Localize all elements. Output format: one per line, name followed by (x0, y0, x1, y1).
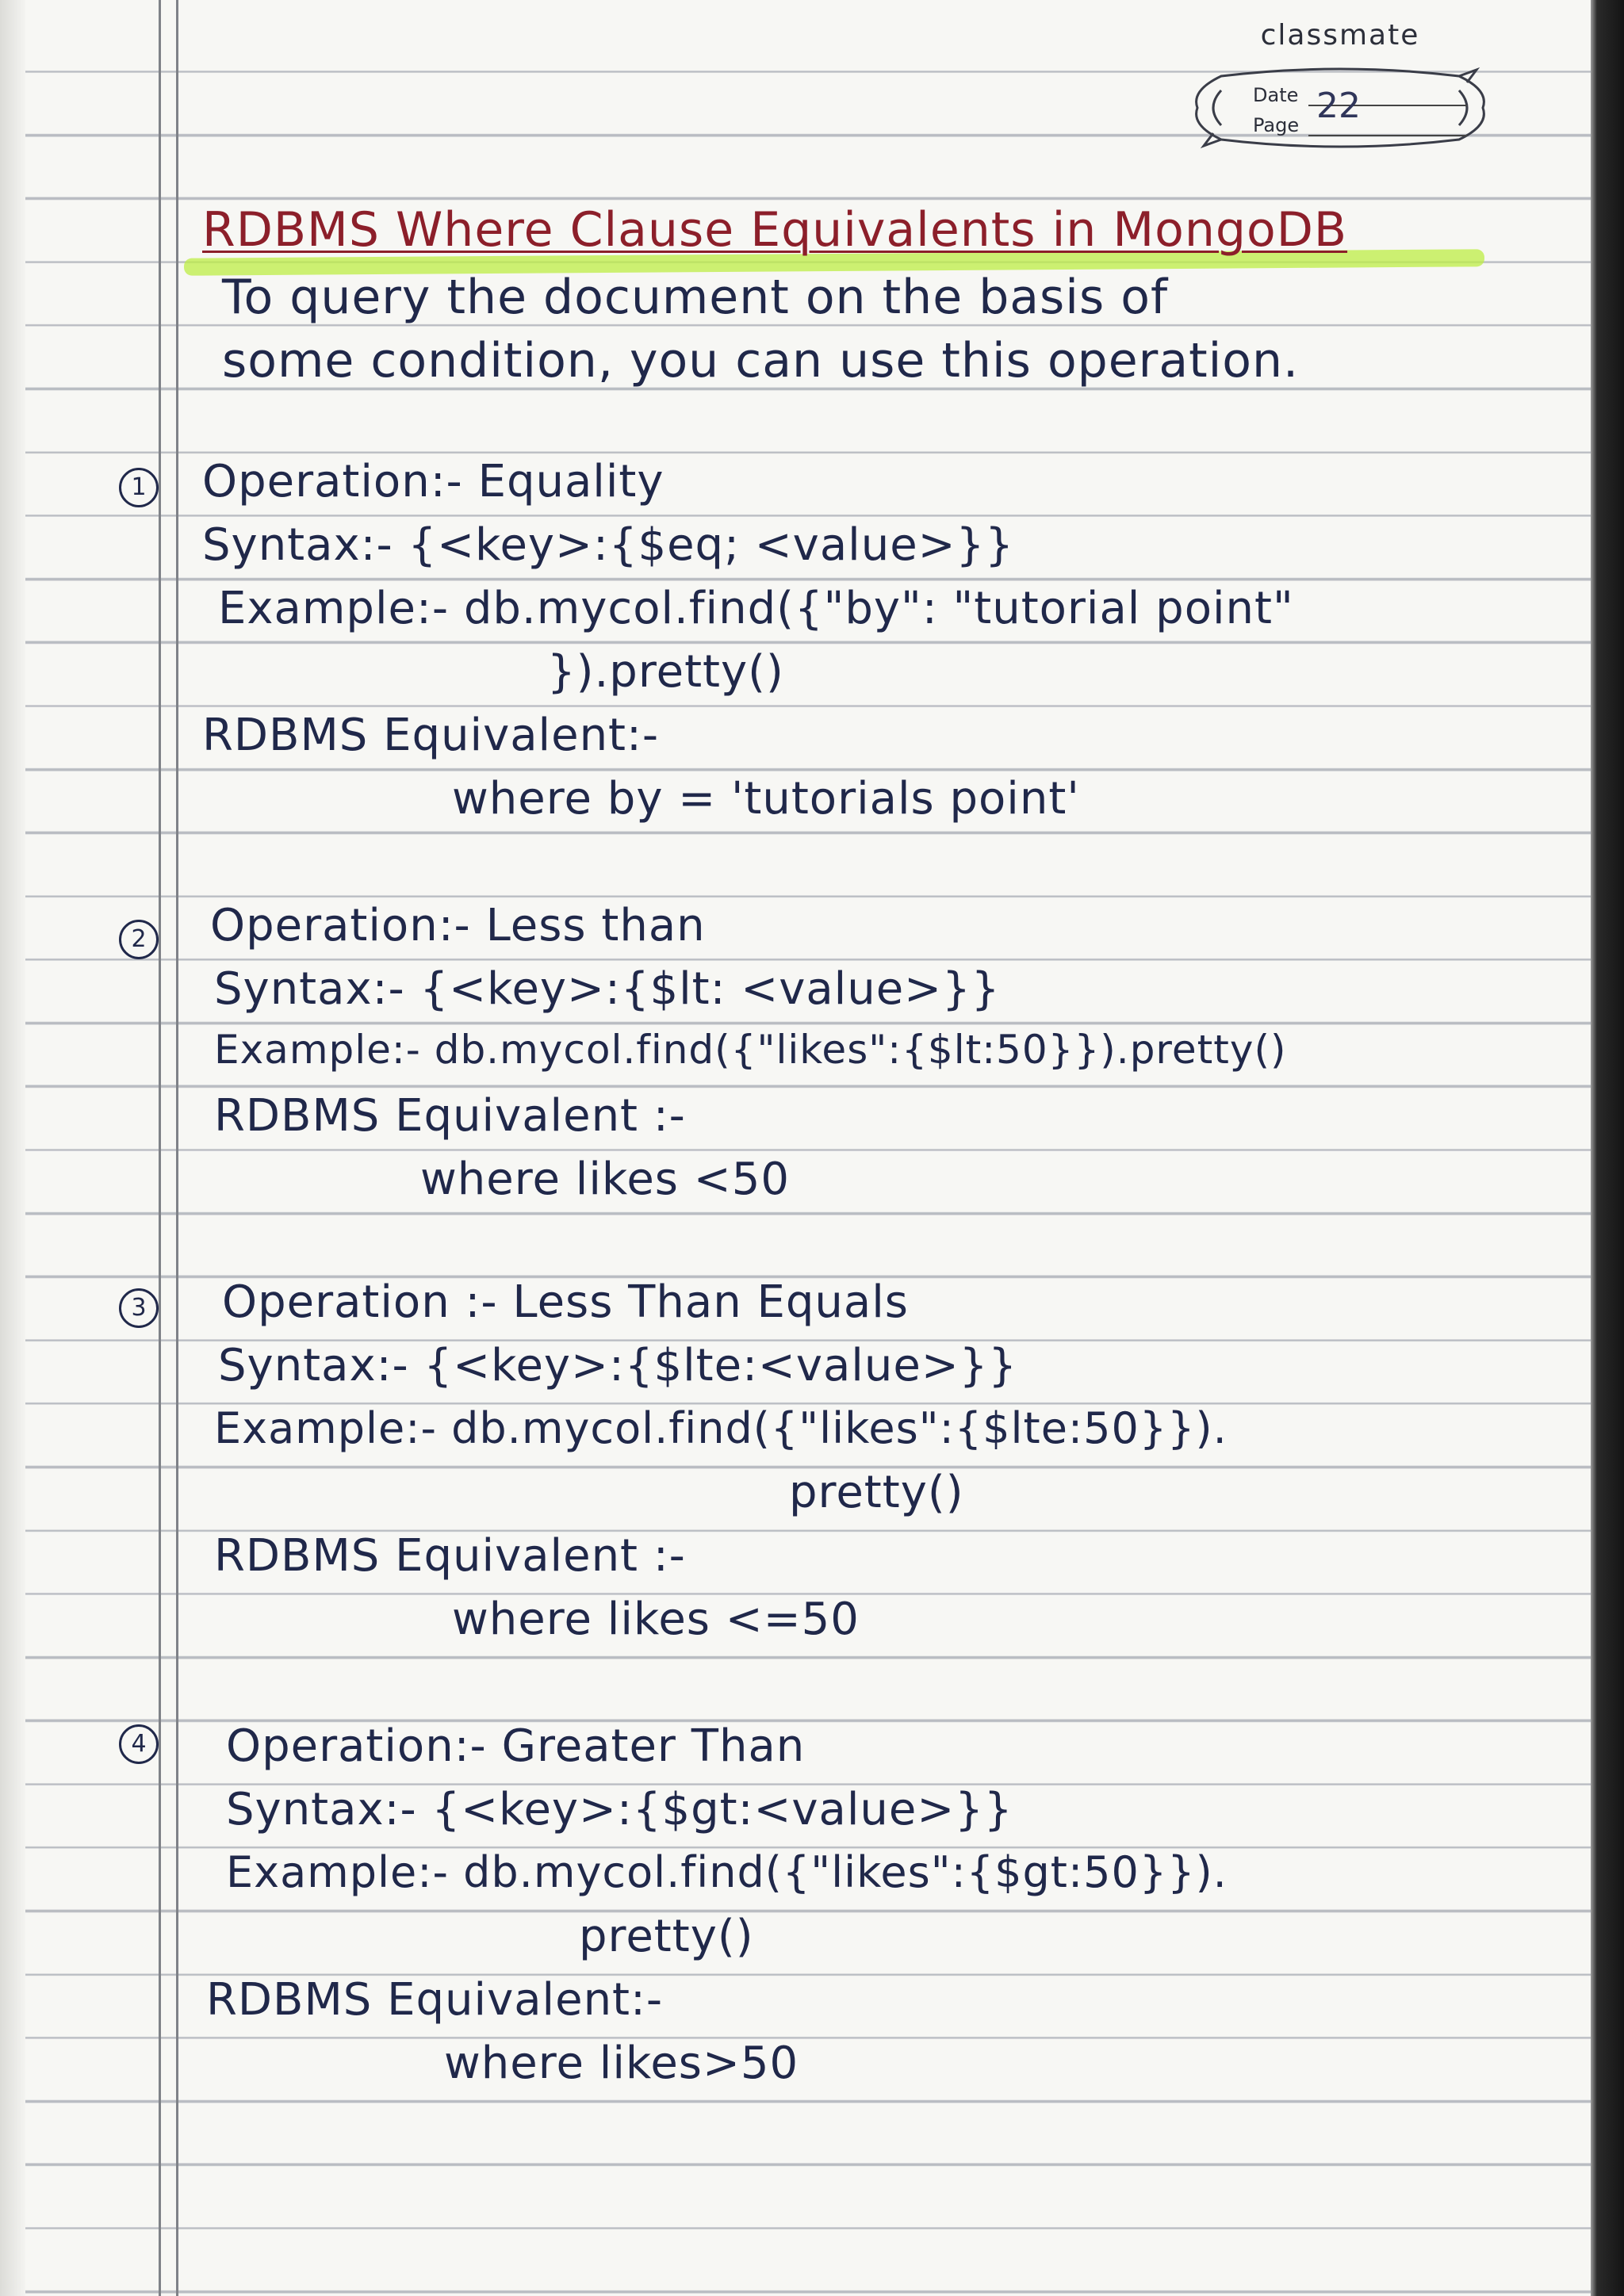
section-number-4: 4 (119, 1724, 159, 1764)
intro-line-2: some condition, you can use this operation. (222, 333, 1300, 388)
section-4-operation: Operation:- Greater Than (226, 1720, 806, 1772)
page-title: RDBMS Where Clause Equivalents in MongoDB (202, 202, 1348, 258)
section-1-example-1: Example:- db.mycol.find({"by": "tutorial point" (218, 583, 1294, 634)
section-4-example-2: pretty() (579, 1911, 754, 1962)
section-3-example-2: pretty() (789, 1467, 964, 1518)
section-4-syntax: Syntax:- {<key>:{$gt:<value>}} (226, 1784, 1013, 1835)
section-3-operation: Operation :- Less Than Equals (222, 1276, 909, 1328)
section-number-3: 3 (119, 1288, 159, 1328)
classmate-logo (1182, 14, 1507, 149)
margin-rule-outer (159, 0, 161, 2296)
section-2-rdbms-label: RDBMS Equivalent :- (214, 1090, 686, 1142)
page-number: 22 (1316, 86, 1361, 126)
section-2-operation: Operation:- Less than (210, 900, 706, 951)
intro-line-1: To query the document on the basis of (222, 270, 1169, 325)
brand-name: classmate (1260, 19, 1420, 52)
section-3-example-1: Example:- db.mycol.find({"likes":{$lte:50}}). (214, 1403, 1228, 1453)
section-3-rdbms-value: where likes <=50 (452, 1594, 860, 1645)
section-number-1: 1 (119, 468, 159, 507)
section-1-rdbms-label: RDBMS Equivalent:- (202, 710, 660, 761)
page-left-edge (0, 0, 25, 2296)
margin-rule-inner (176, 0, 178, 2296)
section-3-rdbms-label: RDBMS Equivalent :- (214, 1530, 686, 1582)
section-4-example-1: Example:- db.mycol.find({"likes":{$gt:50}}). (226, 1847, 1228, 1897)
section-4-rdbms-label: RDBMS Equivalent:- (206, 1974, 664, 2026)
section-1-rdbms-value: where by = 'tutorials point' (452, 773, 1080, 825)
section-1-syntax: Syntax:- {<key>:{$eq; <value>}} (202, 519, 1014, 571)
page-label: Page (1253, 114, 1300, 136)
section-2-example: Example:- db.mycol.find({"likes":{$lt:50}}).pretty() (214, 1027, 1287, 1073)
date-label: Date (1253, 84, 1299, 106)
page-right-shadow (1591, 0, 1624, 2296)
section-4-rdbms-value: where likes>50 (444, 2038, 799, 2089)
section-2-rdbms-value: where likes <50 (420, 1154, 790, 1205)
section-3-syntax: Syntax:- {<key>:{$lte:<value>}} (218, 1340, 1017, 1391)
section-number-2: 2 (119, 920, 159, 959)
section-1-example-2: }).pretty() (547, 646, 784, 698)
section-1-operation: Operation:- Equality (202, 456, 665, 507)
page-line (1308, 135, 1467, 136)
section-2-syntax: Syntax:- {<key>:{$lt: <value>}} (214, 963, 1001, 1015)
